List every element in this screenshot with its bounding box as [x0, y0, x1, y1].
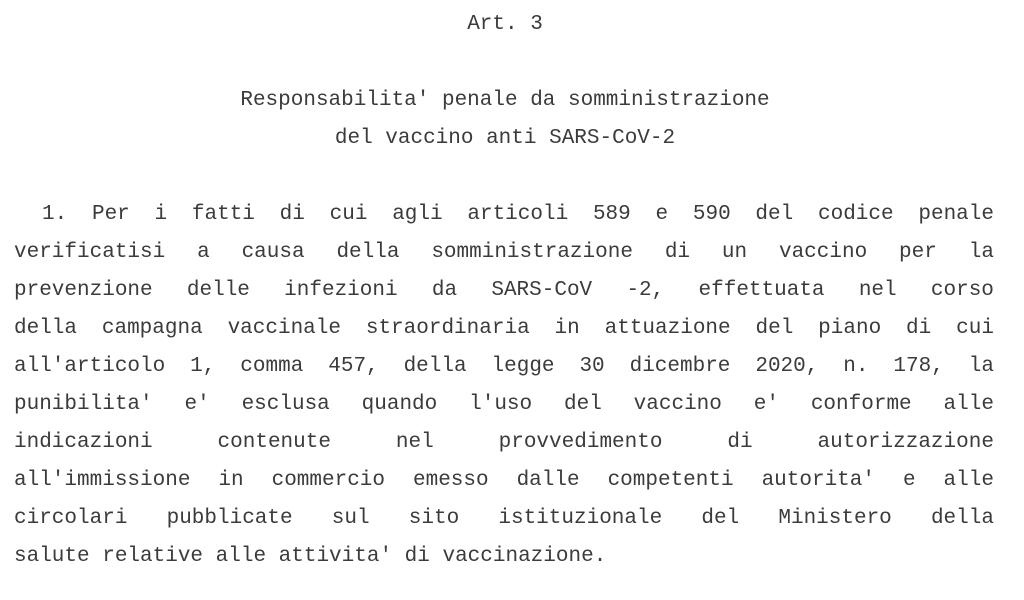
paragraph-word: sito: [408, 507, 460, 530]
paragraph-line-4: [14, 316, 994, 342]
paragraph-word: sul: [331, 507, 370, 530]
paragraph-word: della: [14, 317, 78, 340]
paragraph-word: da: [431, 279, 458, 302]
paragraph-word: la: [968, 355, 994, 378]
paragraph-word: straordinaria: [365, 317, 530, 340]
paragraph-word: cui: [329, 203, 368, 226]
paragraph-word: cui: [956, 317, 994, 340]
paragraph-word: all'articolo: [14, 355, 166, 378]
paragraph-word: 30: [579, 355, 605, 378]
paragraph-word: nel: [395, 431, 434, 454]
paragraph-word: SARS-CoV: [491, 279, 593, 302]
paragraph-word: 589: [592, 203, 631, 226]
paragraph-word: 457,: [328, 355, 379, 378]
paragraph-word: della: [336, 241, 400, 264]
paragraph-word: autorizzazione: [817, 431, 994, 454]
paragraph-word: all'immissione: [14, 469, 191, 492]
article-title-line-1: Responsabilita' penale da somministrazione: [240, 89, 770, 112]
paragraph-word: conforme: [810, 393, 912, 416]
paragraph-word: delle: [186, 279, 250, 302]
paragraph-line-5: [14, 354, 994, 380]
paragraph-word: competenti: [607, 469, 734, 492]
paragraph-word: quando: [361, 393, 438, 416]
paragraph-word: piano: [818, 317, 882, 340]
article-title-line-2: del vaccino anti SARS-CoV-2: [334, 127, 676, 150]
paragraph-word: alle: [943, 469, 994, 492]
paragraph-word: fatti: [191, 203, 255, 226]
paragraph-word: di: [279, 203, 305, 226]
paragraph-word: 590: [692, 203, 731, 226]
paragraph-word: e: [655, 203, 669, 226]
paragraph-word: agli: [392, 203, 443, 226]
paragraph-word: Per: [91, 203, 130, 226]
paragraph-word: pubblicate: [166, 507, 293, 530]
paragraph-word: del: [564, 393, 602, 416]
paragraph-word: indicazioni: [14, 431, 153, 454]
paragraph-word: prevenzione: [14, 279, 153, 302]
paragraph-word: della: [930, 507, 994, 530]
paragraph-word: Ministero: [778, 507, 892, 530]
paragraph-word: penale: [918, 203, 994, 226]
paragraph-word: di: [664, 241, 691, 264]
paragraph-word: articoli: [467, 203, 569, 226]
paragraph-word: del: [701, 507, 740, 530]
paragraph-word: emesso: [412, 469, 489, 492]
paragraph-word: commercio: [271, 469, 386, 492]
paragraph-word: di: [727, 431, 753, 454]
paragraph-word: istituzionale: [498, 507, 663, 530]
paragraph-word: per: [899, 241, 937, 264]
paragraph-word: 1,: [190, 355, 216, 378]
paragraph-word: 2020,: [755, 355, 819, 378]
paragraph-word: codice: [817, 203, 894, 226]
paragraph-word: a: [197, 241, 210, 264]
paragraph-word: del: [755, 317, 794, 340]
paragraph-word: esclusa: [241, 393, 330, 416]
paragraph-word: somministrazione: [431, 241, 633, 264]
paragraph-line-1: [14, 202, 994, 228]
paragraph-word: 178,: [893, 355, 944, 378]
paragraph-line-9: [14, 506, 994, 532]
paragraph-word: in: [218, 469, 244, 492]
paragraph-word: del: [755, 203, 794, 226]
paragraph-word: nel: [858, 279, 897, 302]
paragraph-word: circolari: [14, 507, 128, 530]
paragraph-word: effettuata: [698, 279, 825, 302]
paragraph-word: i: [154, 203, 168, 226]
paragraph-word: legge: [491, 355, 555, 378]
paragraph-word: 1.: [42, 203, 68, 226]
paragraph-word: n.: [843, 355, 869, 378]
paragraph-word: contenute: [217, 431, 331, 454]
article-number: Art. 3: [467, 13, 543, 36]
paragraph-word: e': [753, 393, 779, 416]
paragraph-word: vaccino: [778, 241, 868, 264]
paragraph-line-6: [14, 392, 994, 418]
paragraph-word: la: [968, 241, 994, 264]
paragraph-word: e: [902, 469, 916, 492]
paragraph-word: alle: [943, 393, 994, 416]
paragraph-word: e': [184, 393, 210, 416]
paragraph-word: verificatisi: [14, 241, 166, 264]
paragraph-word: dicembre: [629, 355, 731, 378]
paragraph-word: un: [721, 241, 748, 264]
paragraph-word: infezioni: [284, 279, 398, 302]
paragraph-word: l'uso: [469, 393, 533, 416]
paragraph-word: provvedimento: [498, 431, 663, 454]
paragraph-word: campagna: [101, 317, 203, 340]
paragraph-word: corso: [930, 279, 994, 302]
paragraph-word: comma: [240, 355, 304, 378]
paragraph-word: attuazione: [604, 317, 731, 340]
paragraph-word: vaccino: [633, 393, 722, 416]
paragraph-word: di: [906, 317, 932, 340]
paragraph-word: -2,: [626, 279, 665, 302]
paragraph-word: punibilita': [14, 393, 153, 416]
paragraph-word: causa: [241, 241, 305, 264]
paragraph-line-2: [14, 240, 994, 266]
paragraph-word: vaccinale: [227, 317, 341, 340]
paragraph-line-10: salute relative alle attivita' di vaccinazione.: [14, 545, 607, 568]
paragraph-word: autorita': [761, 469, 875, 492]
paragraph-line-8: [14, 468, 994, 494]
paragraph-line-3: [14, 278, 994, 304]
paragraph-word: dalle: [516, 469, 580, 492]
paragraph-word: della: [403, 355, 467, 378]
paragraph-line-7: [14, 430, 994, 456]
paragraph-word: in: [554, 317, 580, 340]
